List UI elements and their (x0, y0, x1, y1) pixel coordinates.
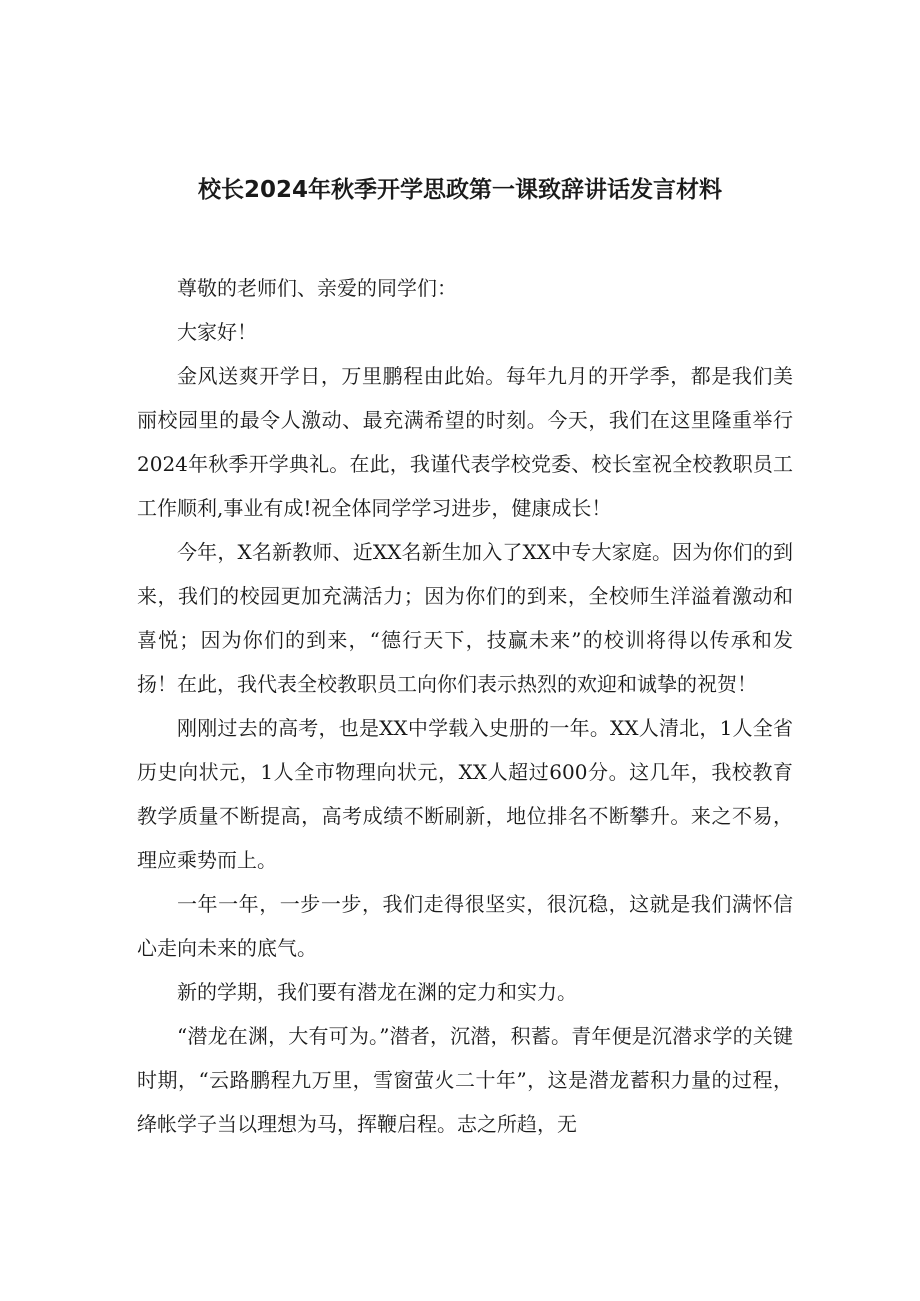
paragraph: 刚刚过去的高考，也是XX中学载入史册的一年。XX人清北，1人全省历史向状元，1人全市物理向状元，XX人超过600分。这几年，我校教育教学质量不断提高，高考成绩不断刷新，地位排名不断攀升。来之不易，理应乘势而上。 (137, 716, 793, 872)
paragraph: 新的学期，我们要有潜龙在渊的定力和实力。 (177, 980, 577, 1004)
document-body (137, 266, 793, 1146)
document-title: 校长2024年秋季开学思政第一课致辞讲话发言材料 (197, 177, 722, 203)
paragraph: 一年一年，一步一步，我们走得很坚实，很沉稳，这就是我们满怀信心走向未来的底气。 (137, 892, 793, 960)
paragraph-greeting: 大家好！ (177, 320, 257, 344)
paragraph: 金风送爽开学日，万里鹏程由此始。每年九月的开学季，都是我们美丽校园里的最令人激动、最充满希望的时刻。今天，我们在这里隆重举行2024年秋季开学典礼。在此，我谨代表学校党委、校长室祝全校教职员工工作顺利,事业有成!祝全体同学学习进步，健康成长！ (137, 364, 793, 520)
paragraph: “潜龙在渊，大有可为。”潜者，沉潜，积蓄。青年便是沉潜求学的关键时期，“云路鹏程九万里，雪窗萤火二十年”，这是潜龙蓄积力量的过程，绛帐学子当以理想为马，挥鞭启程。志之所趋，无 (137, 1024, 793, 1136)
paragraph-salutation: 尊敬的老师们、亲爱的同学们： (177, 276, 457, 300)
paragraph: 今年，X名新教师、近XX名新生加入了XX中专大家庭。因为你们的到来，我们的校园更加充满活力；因为你们的到来，全校师生洋溢着激动和喜悦；因为你们的到来，“德行天下，技赢未来”的校训将得以传承和发扬！在此，我代表全校教职员工向你们表示热烈的欢迎和诚挚的祝贺！ (137, 540, 793, 696)
